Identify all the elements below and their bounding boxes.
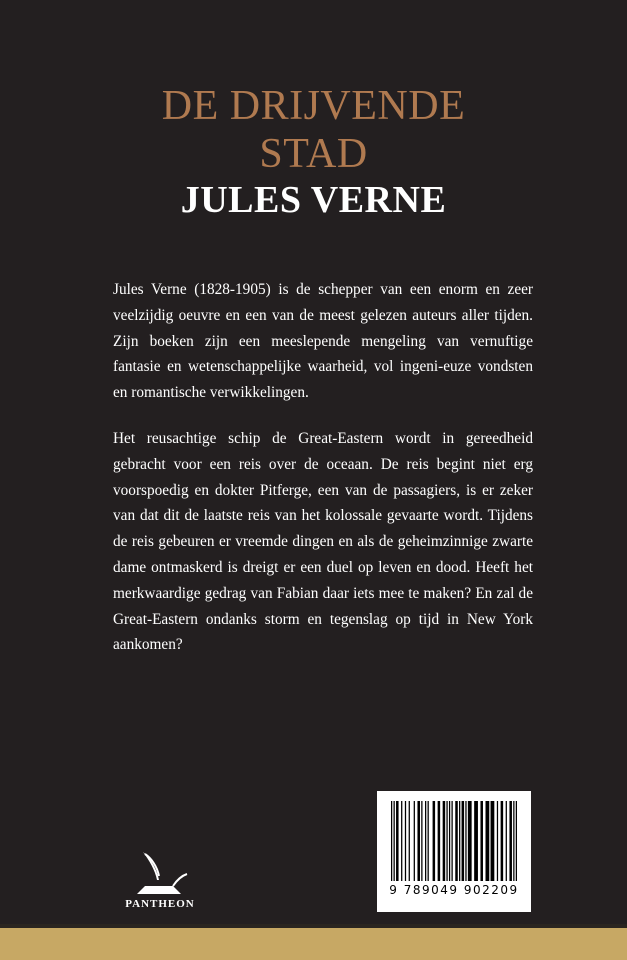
barcode-bar: [401, 801, 402, 881]
blurb: [113, 277, 533, 658]
barcode-bar: [428, 801, 429, 881]
isbn-number: 9 789049 902209: [389, 883, 519, 897]
barcode-bar: [465, 801, 466, 881]
barcode-bars: [391, 801, 517, 881]
book-title-line-1: DE DRIJVENDE: [161, 83, 466, 129]
barcode-bar: [414, 801, 415, 881]
barcode-bar: [509, 801, 512, 881]
barcode-bar: [501, 801, 504, 881]
barcode-bar: [449, 801, 450, 881]
barcode-bar: [417, 801, 420, 881]
barcode: [377, 791, 531, 912]
title-block: [0, 82, 627, 222]
barcode-bar: [459, 801, 460, 881]
barcode-bar: [506, 801, 507, 881]
barcode-bar: [396, 801, 399, 881]
publisher-name: PANTHEON: [125, 898, 195, 910]
barcode-bar: [455, 801, 458, 881]
barcode-bar: [409, 801, 410, 881]
publisher-logo: [105, 850, 215, 910]
barcode-bar: [391, 801, 392, 881]
barcode-bar: [405, 801, 406, 881]
barcode-bar: [446, 801, 447, 881]
gold-strip: [0, 928, 627, 960]
barcode-bar: [468, 801, 472, 881]
blurb-paragraph-author: Jules Verne (1828-1905) is de schepper van een enorm en zeer veelzijdig oeuvre en een van de meest gelezen auteurs aller tijden. Zijn boeken zijn een meeslepende mengeling van vernuftige fantasie en wetenschappelijke waarheid, vol ingeni-euze vondsten en romantische verwikkelingen.: [113, 281, 533, 402]
barcode-bar: [451, 801, 452, 881]
blurb-paragraph-story: Het reusachtige schip de Great-Eastern wordt in gereedheid gebracht voor een reis over de oceaan. De reis begint niet erg voorspoedig en dokter Pitferge, een van de passagiers, is er zeker van dat dit de laatste reis van het kolossale gevaarte wordt. Tijdens de reis gebeuren er vreemde dingen en als de geheimzinnige zwarte dame ontmaskerd is dreigt er een duel op leven en dood. Heeft het merkwaardige gedrag van Fabian daar iets mee te maken? En zal de Great-Eastern ondanks storm en tegenslag op tijd in New York aankomen?: [113, 429, 533, 654]
barcode-bar: [433, 801, 436, 881]
book-title-line-2: STAD: [259, 131, 368, 177]
barcode-bar: [516, 801, 517, 881]
barcode-bar: [513, 801, 514, 881]
barcode-bar: [421, 801, 422, 881]
barcode-bar: [486, 801, 490, 881]
barcode-bar: [425, 801, 426, 881]
barcode-bar: [438, 801, 441, 881]
quill-pen-icon: [129, 850, 191, 896]
barcode-bar: [491, 801, 495, 881]
barcode-bar: [443, 801, 446, 881]
barcode-bar: [480, 801, 483, 881]
barcode-bar: [474, 801, 478, 881]
barcode-bar: [497, 801, 498, 881]
author-name: JULES VERNE: [180, 179, 447, 221]
barcode-bar: [462, 801, 465, 881]
barcode-bar: [394, 801, 395, 881]
